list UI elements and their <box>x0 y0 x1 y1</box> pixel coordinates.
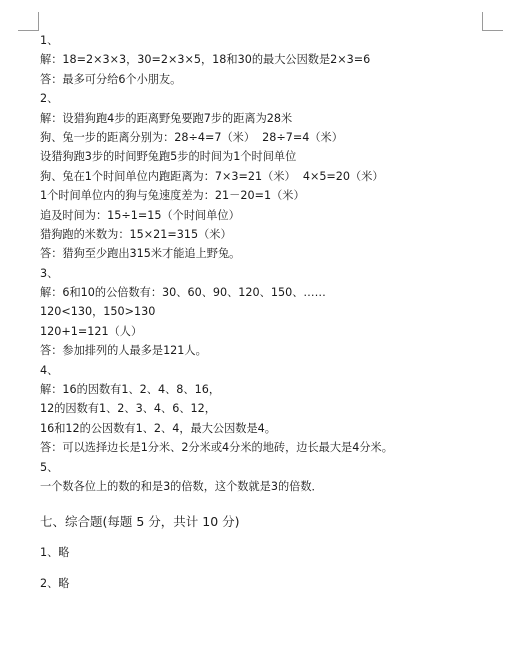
answer-line: 追及时间为：15÷1=15（个时间单位） <box>40 208 240 222</box>
answer-line: 解：18=2×3×3，30=2×3×5，18和30的最大公因数是2×3=6 <box>40 53 371 67</box>
answer-line: 设猎狗跑3步的时间野兔跑5步的时间为1个时间单位 <box>40 150 297 164</box>
question-number: 3、 <box>40 266 59 280</box>
question-number: 2、 <box>40 92 59 106</box>
section-item: 2、略 <box>40 577 70 591</box>
answer-line: 答：可以选择边长是1分米、2分米或4分米的地砖，边长最大是4分米。 <box>40 441 393 455</box>
answer-line: 猎狗跑的米数为：15×21=315（米） <box>40 227 232 241</box>
answer-line: 一个数各位上的数的和是3的倍数，这个数就是3的倍数． <box>40 479 323 493</box>
question-number: 5、 <box>40 460 59 474</box>
answer-line: 狗、兔在1个时间单位内跑距离为：7×3=21（米） 4×5=20（米） <box>40 169 384 183</box>
answer-line: 答：参加排列的人最多是121人。 <box>40 344 207 358</box>
question-number: 1、 <box>40 34 59 47</box>
answer-line: 120<130，150>130 <box>40 305 156 319</box>
answer-line: 解：6和10的公倍数有：30、60、90、120、150、…… <box>40 286 326 300</box>
answer-line: 答：最多可分给6个小朋友。 <box>40 72 182 86</box>
page-corner-mark-top-right <box>482 12 503 31</box>
answer-line: 12的因数有1、2、3、4、6、12， <box>40 402 216 416</box>
answer-line: 16和12的公因数有1、2、4，最大公因数是4。 <box>40 421 276 435</box>
document-body <box>40 31 510 594</box>
question-number: 4、 <box>40 363 59 377</box>
section-item: 1、略 <box>40 546 70 560</box>
answer-line: 狗、兔一步的距离分别为：28÷4=7（米） 28÷7=4（米） <box>40 130 343 144</box>
answer-line: 解：设猎狗跑4步的距离野兔要跑7步的距离为28米 <box>40 111 293 125</box>
answer-line: 120+1=121（人） <box>40 324 143 338</box>
answer-line: 1个时间单位内的狗与兔速度差为：21－20=1（米） <box>40 189 305 203</box>
answer-line: 解：16的因数有1、2、4、8、16， <box>40 383 221 397</box>
page-corner-mark-top-left <box>18 12 39 31</box>
answer-line: 答：猎狗至少跑出315米才能追上野兔。 <box>40 247 241 261</box>
section-heading: 七、综合题(每题 5 分，共计 10 分) <box>40 514 240 530</box>
